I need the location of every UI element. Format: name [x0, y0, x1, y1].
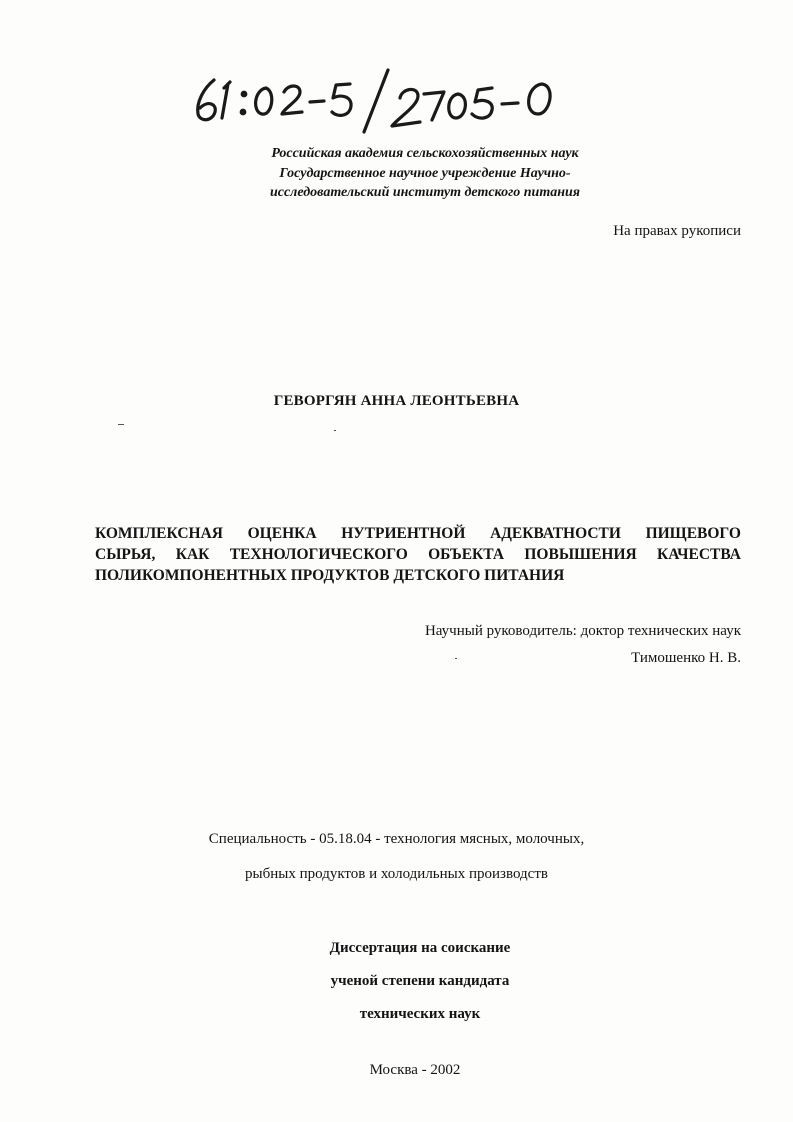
- title-word: АДЕКВАТНОСТИ: [490, 525, 621, 542]
- title-word: ПИЩЕВОГО: [645, 525, 741, 542]
- title-word: ПОВЫШЕНИЯ: [524, 546, 637, 563]
- supervisor-block: [425, 618, 741, 672]
- degree-block: [0, 932, 793, 1031]
- degree-line-2: ученой степени кандидата: [330, 973, 510, 989]
- degree-line-1: Диссертация на соискание: [329, 940, 511, 956]
- degree-line-3: технических наук: [359, 1006, 481, 1022]
- scan-speck: [118, 424, 124, 425]
- institution-line-3: исследовательский институт детского питания: [269, 185, 581, 200]
- title-line-2: [95, 544, 741, 565]
- supervisor-name: Тимошенко Н. В.: [631, 650, 741, 666]
- title-word: ОЦЕНКА: [247, 525, 317, 542]
- institution-line-1: Российская академия сельскохозяйственных наук: [271, 146, 579, 161]
- title-word: КАК: [175, 546, 210, 563]
- specialty-block: [0, 822, 793, 892]
- title-word: СЫРЬЯ,: [95, 546, 156, 563]
- handwritten-catalog-number: [188, 62, 568, 142]
- handwritten-catalog-number-drawing: [188, 62, 568, 142]
- title-word: ОБЪЕКТА: [428, 546, 505, 563]
- title-line-3: ПОЛИКОМПОНЕНТНЫХ ПРОДУКТОВ ДЕТСКОГО ПИТАНИЯ: [95, 567, 565, 584]
- title-line-1: [95, 523, 741, 544]
- dissertation-title: [95, 523, 741, 586]
- supervisor-label: Научный руководитель: доктор технических наук: [424, 623, 741, 639]
- manuscript-rights-note: На правах рукописи: [613, 223, 741, 239]
- scan-speck: [334, 430, 336, 431]
- institution-block: [200, 144, 650, 203]
- city-year: Москва - 2002: [369, 1062, 461, 1078]
- title-word: ТЕХНОЛОГИЧЕСКОГО: [229, 546, 408, 563]
- title-word: КОМПЛЕКСНАЯ: [95, 525, 223, 542]
- title-word: КАЧЕСТВА: [657, 546, 741, 563]
- author-name: ГЕВОРГЯН АННА ЛЕОНТЬЕВНА: [273, 393, 520, 409]
- specialty-line-2: рыбных продуктов и холодильных производств: [245, 866, 548, 882]
- institution-line-2: Государственное научное учреждение Научно-: [279, 165, 571, 181]
- scan-speck: [455, 658, 457, 659]
- specialty-line-1: Специальность - 05.18.04 - технология мясных, молочных,: [208, 831, 585, 847]
- title-word: НУТРИЕНТНОЙ: [341, 525, 466, 542]
